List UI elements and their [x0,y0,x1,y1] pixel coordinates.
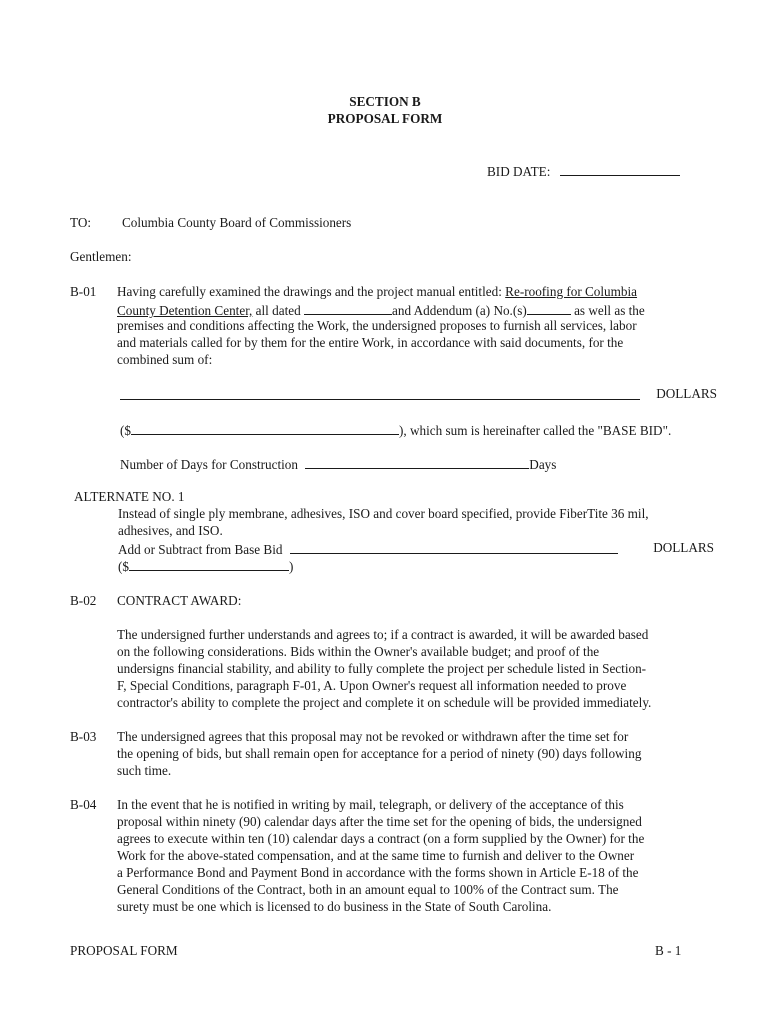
days-field[interactable] [305,454,529,469]
alternate-line-1: Instead of single ply membrane, adhesives, ISO and cover board specified, provide FiberTite 36 mil, [118,506,649,521]
form-title: PROPOSAL FORM [327,111,443,126]
b02-label: B-02 [70,593,97,608]
alt-amount-open: ($ [118,559,129,574]
b04-label: B-04 [70,797,97,812]
base-bid-words-field[interactable] [120,385,640,400]
base-bid-amount-field[interactable] [131,420,399,435]
to-value: Columbia County Board of Commissioners [122,215,352,230]
b01-text: Having carefully examined the drawings and the project manual entitled: [117,284,506,299]
b02-line-2: on the following considerations. Bids within the Owner's available budget; and proof of the [117,644,600,659]
alternate-amount-field[interactable] [129,556,289,571]
b03-line-3: such time. [117,763,172,778]
b01-line-4: and materials called for by them for the entire Work, in accordance with said documents, for the [117,335,624,350]
alt-amount-close: ) [289,559,294,574]
b02-line-3: undersigns financial stability, and ability to fully complete the project per schedule listed in Section- [117,661,647,676]
b01-label: B-01 [70,284,97,299]
section-title: SECTION B [349,94,421,109]
b03-line-1: The undersigned agrees that this proposal may not be revoked or withdrawn after the time set for [117,729,629,744]
add-subtract-label: Add or Subtract from Base Bid [118,542,283,557]
dollars-label: DOLLARS [656,386,717,401]
b04-line-4: Work for the above-stated compensation, and at the same time to furnish and deliver to the Owner [117,848,635,863]
project-title: Re-roofing for Columbia [505,284,638,299]
b01-line-3: premises and conditions affecting the Work, the undersigned proposes to furnish all services, labor [117,318,637,333]
b02-heading: CONTRACT AWARD: [117,593,242,608]
dated-field[interactable] [304,300,392,315]
days-suffix: Days [529,457,557,472]
days-label: Number of Days for Construction [120,457,298,472]
b03-label: B-03 [70,729,97,744]
b01-text: as well as the [570,303,645,318]
alternate-words-field[interactable] [290,539,618,554]
bid-date-label: BID DATE: [487,164,551,179]
to-label: TO: [70,215,92,230]
b04-line-6: General Conditions of the Contract, both in an amount equal to 100% of the Contract sum. The [117,882,619,897]
b02-line-1: The undersigned further understands and agrees to; if a contract is awarded, it will be awarded based [117,627,649,642]
b04-line-7: surety must be one which is licensed to do business in the State of South Carolina. [117,899,552,914]
b01-text: and Addendum (a) No.(s) [392,303,527,318]
b02-line-4: F, Special Conditions, paragraph F-01, A. Upon Owner's request all information needed to prove [117,678,627,693]
amount-open: ($ [120,423,131,438]
project-title-cont: County Detention Center, [117,303,253,318]
footer-left: PROPOSAL FORM [70,943,178,958]
b01-text: all dated [252,303,304,318]
bid-date-row [487,161,680,180]
addendum-field[interactable] [527,300,571,315]
b04-line-1: In the event that he is notified in writing by mail, telegraph, or delivery of the acceptance of this [117,797,624,812]
b04-line-3: agrees to execute within ten (10) calendar days a contract (on a form supplied by the Owner) for the [117,831,645,846]
alternate-line-2: adhesives, and ISO. [118,523,223,538]
b01-line-5: combined sum of: [117,352,213,367]
b02-line-5: contractor's ability to complete the project and complete it on schedule will be provided immediately. [117,695,652,710]
page-number: B - 1 [655,943,682,958]
alternate-dollars-label: DOLLARS [653,540,714,555]
base-bid-amount-row [120,420,671,439]
alternate-label: ALTERNATE NO. 1 [74,489,185,504]
b04-line-5: a Performance Bond and Payment Bond in accordance with the forms shown in Article E-18 of the [117,865,639,880]
alternate-amount-row [118,556,293,575]
days-row [120,454,556,473]
salutation: Gentlemen: [70,249,132,264]
bid-date-field[interactable] [560,161,680,176]
base-bid-words-row [120,385,717,404]
b04-line-2: proposal within ninety (90) calendar days after the time set for the opening of bids, the undersigned [117,814,642,829]
amount-close: ), which sum is hereinafter called the "BASE BID". [399,423,672,438]
b01-line-1 [117,283,717,300]
b03-line-2: the opening of bids, but shall remain open for acceptance for a period of ninety (90) days following [117,746,642,761]
